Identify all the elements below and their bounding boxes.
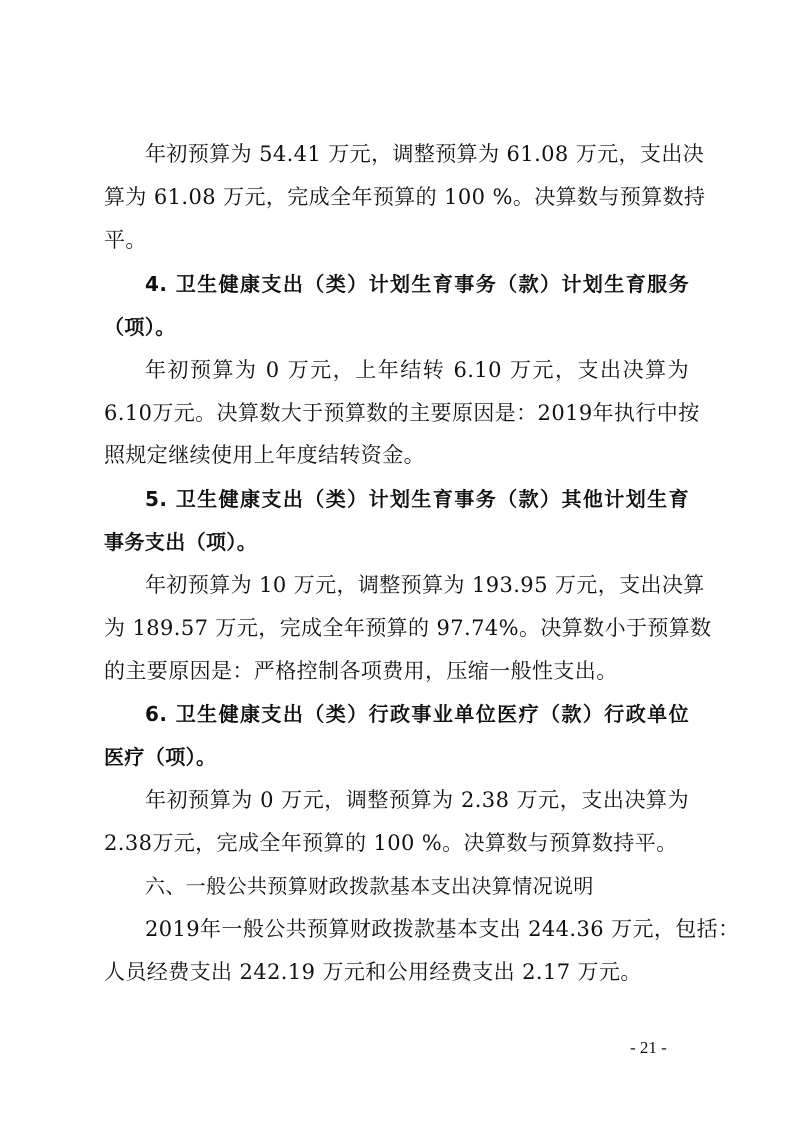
paragraph-line: 照规定继续使用上年度结转资金。 — [104, 443, 425, 467]
paragraph-line: 年初预算为 54.41 万元，调整预算为 61.08 万元，支出决 — [145, 142, 705, 166]
paragraph-line: 平。 — [104, 228, 147, 252]
section-heading: 6. 卫生健康支出（类）行政事业单位医疗（款）行政单位 — [145, 702, 689, 726]
paragraph-line: 年初预算为 10 万元，调整预算为 193.95 万元，支出决算 — [145, 573, 705, 597]
chapter-heading: 六、一般公共预算财政拨款基本支出决算情况说明 — [145, 874, 594, 898]
paragraph-line: 为 189.57 万元，完成全年预算的 97.74%。决算数小于预算数 — [104, 616, 712, 640]
paragraph-line: 2.38万元，完成全年预算的 100 %。决算数与预算数持平。 — [104, 831, 678, 855]
page-number: - 21 - — [630, 1038, 667, 1057]
section-heading: 医疗（项）。 — [104, 745, 217, 769]
section-heading: 事务支出（项）。 — [104, 530, 258, 554]
paragraph-line: 的主要原因是：严格控制各项费用，压缩一般性支出。 — [104, 659, 618, 683]
paragraph-line: 算为 61.08 万元，完成全年预算的 100 %。决算数与预算数持 — [104, 185, 706, 209]
paragraph-line: 人员经费支出 242.19 万元和公用经费支出 2.17 万元。 — [104, 960, 642, 984]
paragraph-line: 年初预算为 0 万元，调整预算为 2.38 万元，支出决算为 — [145, 788, 689, 812]
paragraph-line: 2019年一般公共预算财政拨款基本支出 244.36 万元，包括： — [145, 917, 740, 941]
paragraph-line: 年初预算为 0 万元，上年结转 6.10 万元，支出决算为 — [145, 358, 689, 382]
section-heading: 4. 卫生健康支出（类）计划生育事务（款）计划生育服务 — [145, 272, 689, 296]
section-heading: 5. 卫生健康支出（类）计划生育事务（款）其他计划生育 — [145, 487, 689, 511]
section-heading: （项）。 — [104, 315, 176, 339]
paragraph-line: 6.10万元。决算数大于预算数的主要原因是：2019年执行中按 — [104, 401, 700, 425]
